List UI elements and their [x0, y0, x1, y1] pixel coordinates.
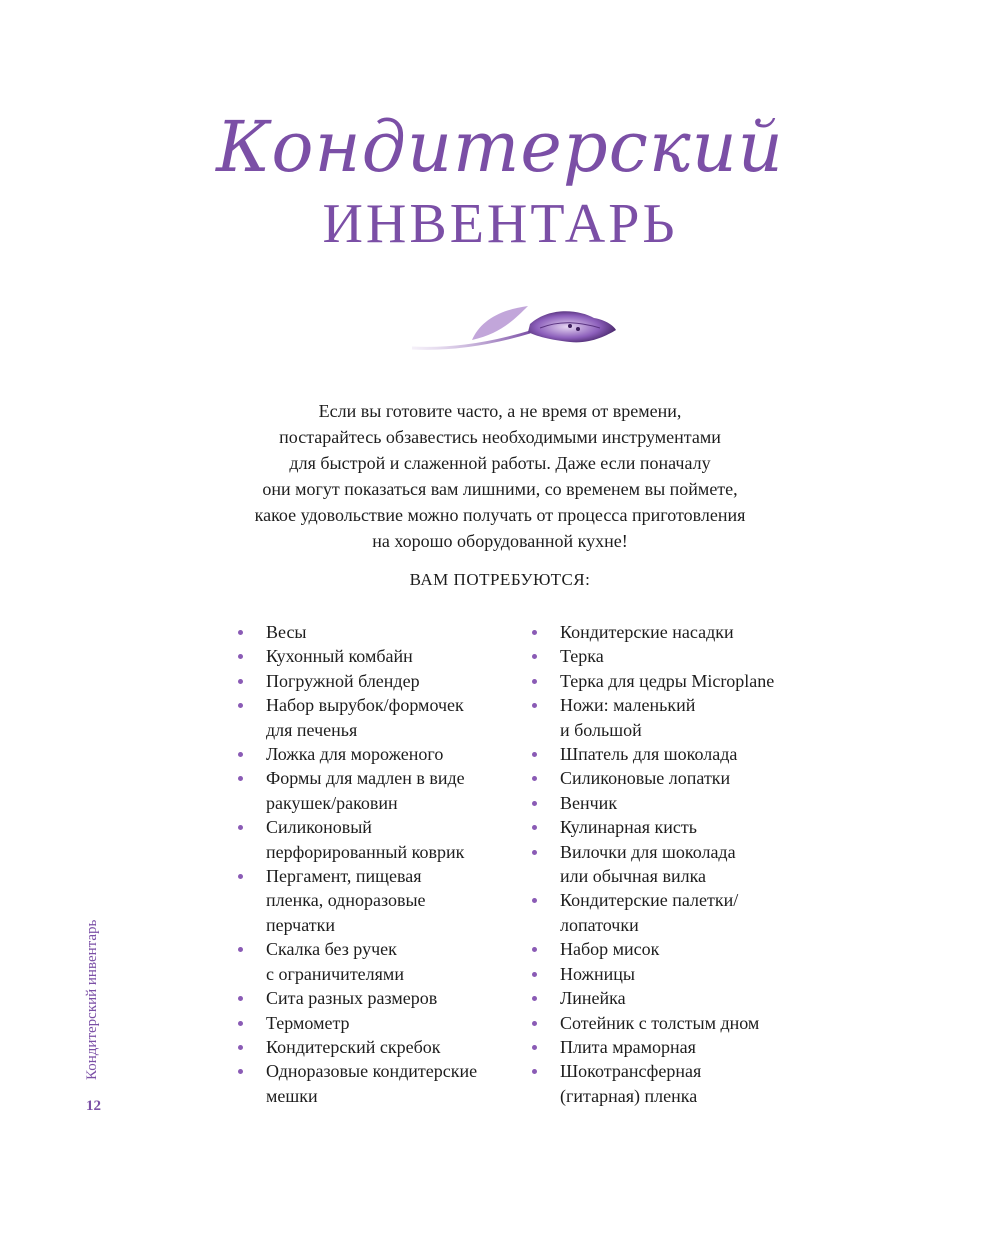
- list-item-text: Кулинарная кисть: [560, 817, 697, 838]
- intro-line: они могут показаться вам лишними, со временем вы поймете,: [262, 479, 738, 499]
- list-item: [234, 1011, 524, 1035]
- list-item: [528, 888, 828, 937]
- tools-list-left: [234, 620, 524, 1108]
- tools-list-right: [528, 620, 828, 1108]
- list-item-text: Формы для мадлен в виде: [266, 768, 465, 789]
- bullet-icon: [238, 679, 243, 684]
- list-item: [234, 1059, 524, 1108]
- list-item-text: Шокотрансферная: [560, 1061, 702, 1082]
- list-item-text: Кондитерские насадки: [560, 622, 734, 642]
- intro-line: постарайтесь обзавестись необходимыми инструментами: [279, 427, 721, 447]
- bullet-icon: [238, 630, 243, 635]
- list-item-text: (гитарная) пленка: [560, 1085, 698, 1106]
- bullet-icon: [238, 996, 243, 1001]
- list-item: [528, 815, 828, 839]
- list-item-text: Сотейник с толстым дном: [560, 1012, 760, 1033]
- bullet-icon: [532, 996, 537, 1001]
- list-item-text: Набор мисок: [560, 939, 660, 960]
- bullet-icon: [532, 630, 537, 635]
- list-item: [234, 815, 524, 864]
- list-item: [528, 840, 828, 889]
- bullet-icon: [532, 947, 537, 952]
- bullet-icon: [532, 654, 537, 659]
- list-item-text: лопаточки: [560, 914, 639, 935]
- flower-ornament-icon: [410, 300, 620, 360]
- list-item-text: Плита мраморная: [560, 1036, 696, 1057]
- bullet-icon: [238, 947, 243, 952]
- list-item: [234, 766, 524, 815]
- list-item-text: мешки: [266, 1085, 318, 1106]
- list-item: [234, 620, 524, 644]
- list-item-text: Термометр: [266, 1012, 350, 1033]
- list-item-text: Ножи: маленький: [560, 695, 696, 716]
- bullet-icon: [238, 752, 243, 757]
- intro-line: на хорошо оборудованной кухне!: [372, 531, 628, 551]
- list-item-text: Венчик: [560, 792, 618, 813]
- section-heading: ВАМ ПОТРЕБУЮТСЯ:: [409, 570, 591, 589]
- list-item-text: Ножницы: [560, 963, 635, 984]
- list-item: [234, 937, 524, 986]
- list-item: [528, 693, 828, 742]
- list-item: [528, 620, 828, 644]
- list-item-text: Погружной блендер: [266, 670, 420, 691]
- list-item-text: Вилочки для шоколада: [560, 841, 736, 862]
- bullet-icon: [238, 1045, 243, 1050]
- page-title-script: Кондитерский: [216, 106, 784, 188]
- list-item: [234, 742, 524, 766]
- list-item-text: перфорированный коврик: [266, 841, 465, 862]
- bullet-icon: [238, 654, 243, 659]
- list-item-text: Кондитерский скребок: [266, 1036, 441, 1057]
- bullet-icon: [532, 825, 537, 830]
- page-number: 12: [86, 1098, 101, 1114]
- list-item: [528, 644, 828, 668]
- list-item-text: Терка для цедры Microplane: [560, 670, 775, 691]
- list-item-text: Сита разных размеров: [266, 988, 438, 1009]
- list-item-text: Кухонный комбайн: [266, 646, 413, 667]
- list-item: [528, 742, 828, 766]
- list-item-text: перчатки: [266, 914, 335, 935]
- list-item: [528, 1011, 828, 1035]
- list-item-text: Набор вырубок/формочек: [266, 695, 464, 716]
- list-item: [234, 986, 524, 1010]
- list-item-text: Весы: [266, 622, 307, 642]
- list-item: [234, 864, 524, 937]
- bullet-icon: [238, 703, 243, 708]
- list-item-text: Линейка: [560, 988, 626, 1009]
- list-item: [528, 1035, 828, 1059]
- page-title-caps: ИНВЕНТАРЬ: [322, 193, 678, 255]
- list-item: [528, 962, 828, 986]
- list-item: [234, 644, 524, 668]
- list-item-text: и большой: [560, 719, 642, 740]
- bullet-icon: [238, 825, 243, 830]
- bullet-icon: [532, 776, 537, 781]
- list-item-text: Силиконовый: [266, 817, 372, 838]
- bullet-icon: [532, 703, 537, 708]
- list-item: [234, 693, 524, 742]
- bullet-icon: [238, 1021, 243, 1026]
- list-item: [528, 937, 828, 961]
- bullet-icon: [532, 850, 537, 855]
- bullet-icon: [238, 874, 243, 879]
- list-item-text: для печенья: [266, 719, 358, 740]
- intro-paragraph: [200, 398, 800, 554]
- bullet-icon: [238, 776, 243, 781]
- bullet-icon: [238, 1069, 243, 1074]
- list-item: [528, 669, 828, 693]
- running-head: Кондитерский инвентарь: [84, 919, 100, 1080]
- intro-line: Если вы готовите часто, а не время от времени,: [318, 401, 682, 421]
- list-item-text: Терка: [560, 646, 604, 667]
- bullet-icon: [532, 972, 537, 977]
- list-item-text: Одноразовые кондитерские: [266, 1061, 478, 1082]
- bullet-icon: [532, 801, 537, 806]
- bullet-icon: [532, 679, 537, 684]
- bullet-icon: [532, 752, 537, 757]
- list-item: [528, 1059, 828, 1108]
- bullet-icon: [532, 898, 537, 903]
- list-item: [528, 791, 828, 815]
- bullet-icon: [532, 1045, 537, 1050]
- list-item-text: Скалка без ручек: [266, 939, 397, 960]
- intro-line: для быстрой и слаженной работы. Даже если поначалу: [289, 453, 711, 473]
- list-item-text: Шпатель для шоколада: [560, 744, 738, 765]
- bullet-icon: [532, 1069, 537, 1074]
- list-item: [234, 1035, 524, 1059]
- list-item-text: Ложка для мороженого: [266, 744, 444, 765]
- list-item: [234, 669, 524, 693]
- list-item: [528, 986, 828, 1010]
- list-item-text: с ограничителями: [266, 963, 404, 984]
- intro-line: какое удовольствие можно получать от процесса приготовления: [254, 505, 746, 525]
- list-item: [528, 766, 828, 790]
- list-item-text: Кондитерские палетки/: [560, 890, 739, 911]
- list-item-text: пленка, одноразовые: [266, 890, 426, 911]
- list-item-text: Силиконовые лопатки: [560, 768, 731, 789]
- bullet-icon: [532, 1021, 537, 1026]
- list-item-text: Пергамент, пищевая: [266, 866, 422, 887]
- list-item-text: ракушек/раковин: [266, 792, 398, 813]
- list-item-text: или обычная вилка: [560, 866, 707, 887]
